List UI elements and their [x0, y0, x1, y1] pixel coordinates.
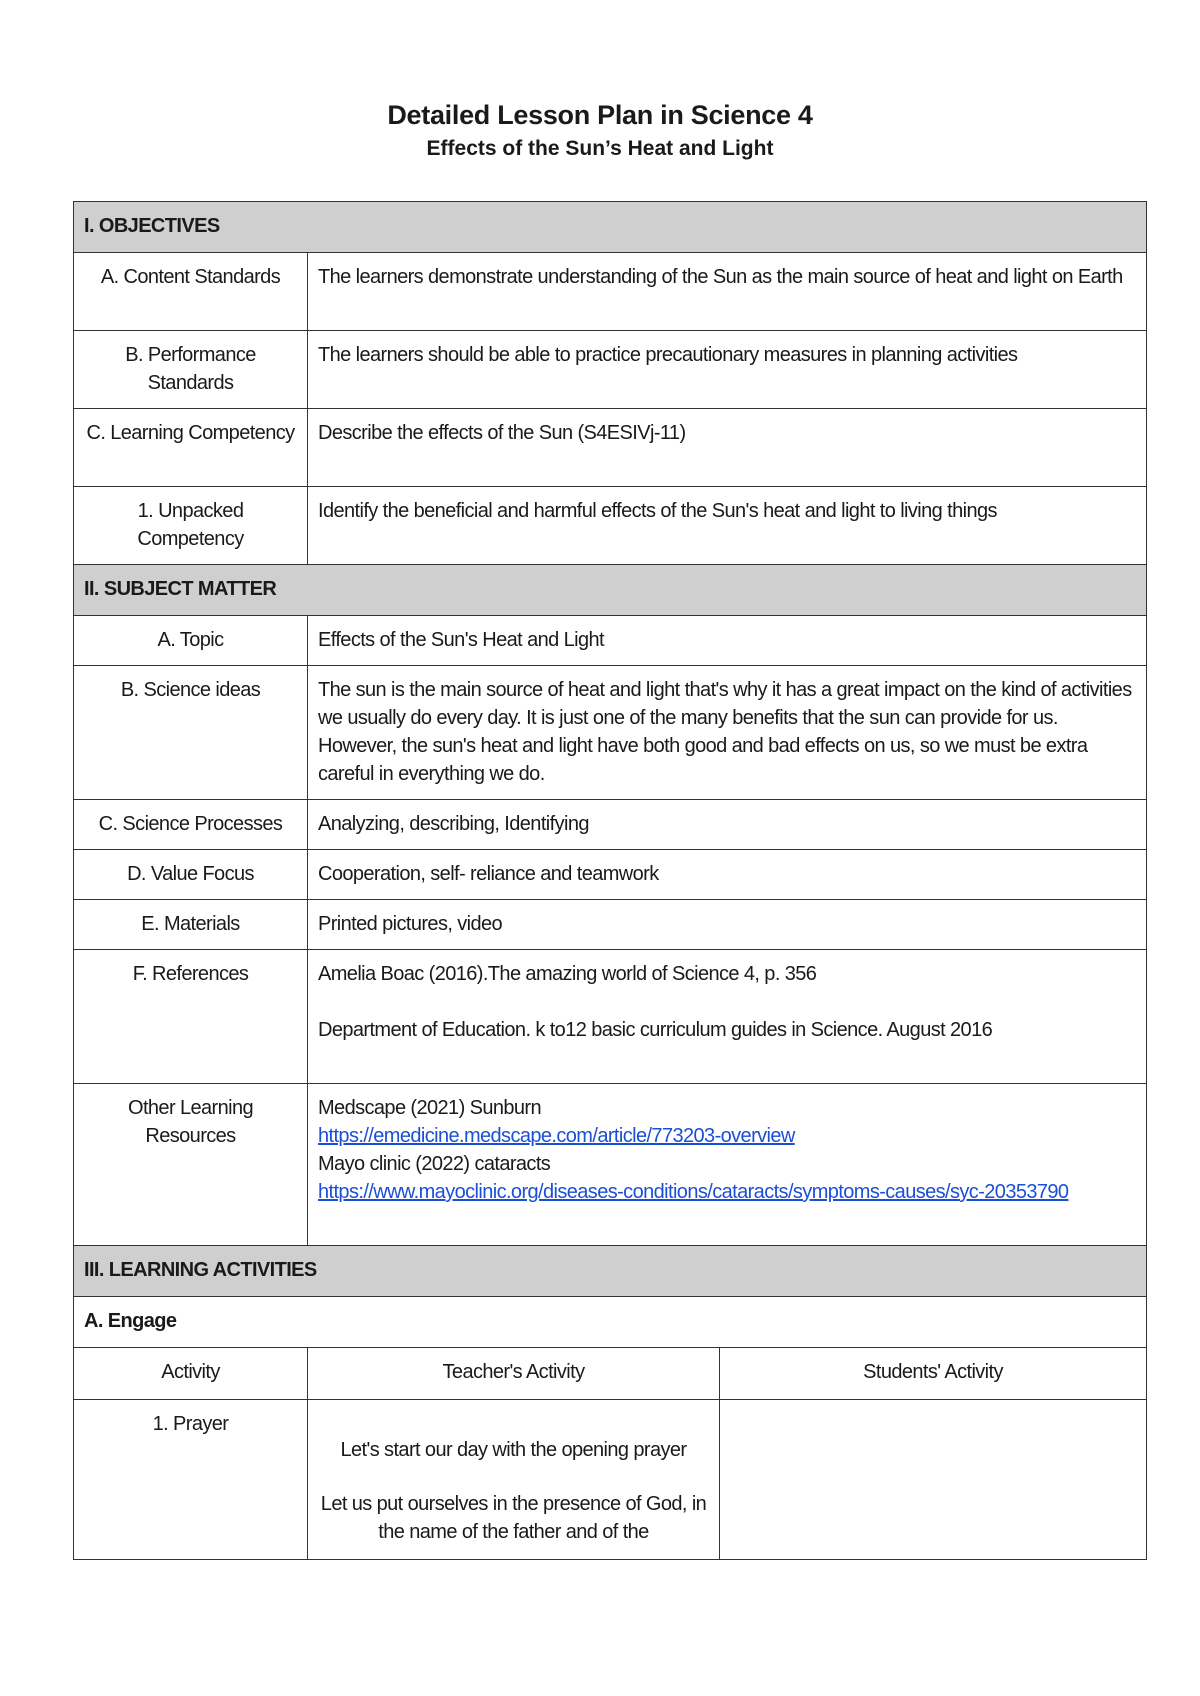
row-label: A. Content Standards	[74, 253, 308, 331]
table-row	[74, 800, 1147, 850]
references-cell	[308, 950, 1147, 1084]
row-value: The learners demonstrate understanding of the Sun as the main source of heat and light on Earth	[308, 253, 1147, 331]
section-header-subject-matter	[74, 565, 1147, 616]
table-row	[74, 409, 1147, 487]
activity-label: 1. Prayer	[74, 1400, 308, 1560]
table-row	[74, 331, 1147, 409]
row-label: B. Performance Standards	[74, 331, 308, 409]
title-block	[0, 100, 1200, 161]
lesson-plan-table	[73, 201, 1147, 1560]
table-row	[74, 487, 1147, 565]
reference-item: Department of Education. k to12 basic curriculum guides in Science. August 2016	[318, 1019, 993, 1041]
table-row	[74, 666, 1147, 800]
row-value: Analyzing, describing, Identifying	[308, 800, 1147, 850]
mayoclinic-link[interactable]: https://www.mayoclinic.org/diseases-conditions/cataracts/symptoms-causes/syc-20353790	[318, 1181, 1069, 1203]
row-value: Cooperation, self- reliance and teamwork	[308, 850, 1147, 900]
row-label: D. Value Focus	[74, 850, 308, 900]
row-label: B. Science ideas	[74, 666, 308, 800]
section-header-learning-activities	[74, 1246, 1147, 1297]
row-value: The sun is the main source of heat and light that's why it has a great impact on the kind of activities we usually do every day. It is just one of the many benefits that the sun can provide for us. However, the sun's heat and light have both good and bad effects on us, so we must be extra careful in everything we do.	[308, 666, 1147, 800]
section-header-objectives	[74, 202, 1147, 253]
row-label: A. Topic	[74, 616, 308, 666]
row-value: Printed pictures, video	[308, 900, 1147, 950]
row-label: C. Science Processes	[74, 800, 308, 850]
table-row	[74, 1400, 1147, 1560]
column-header-activity: Activity	[74, 1348, 308, 1400]
table-row	[74, 253, 1147, 331]
section-title: I. OBJECTIVES	[74, 202, 1147, 253]
row-label: E. Materials	[74, 900, 308, 950]
table-row	[74, 900, 1147, 950]
teacher-line: Let's start our day with the opening prayer	[340, 1439, 687, 1461]
section-title: III. LEARNING ACTIVITIES	[74, 1246, 1147, 1297]
teacher-activity-cell	[308, 1400, 720, 1560]
subsection-engage	[74, 1297, 1147, 1348]
row-label: F. References	[74, 950, 308, 1084]
table-row	[74, 950, 1147, 1084]
row-value: Effects of the Sun's Heat and Light	[308, 616, 1147, 666]
row-label: Other Learning Resources	[74, 1084, 308, 1246]
document-title: Detailed Lesson Plan in Science 4	[387, 100, 813, 130]
subsection-title: A. Engage	[74, 1297, 1147, 1348]
medscape-link[interactable]: https://emedicine.medscape.com/article/773203-overview	[318, 1125, 795, 1147]
column-header-teacher: Teacher's Activity	[308, 1348, 720, 1400]
column-header-students: Students' Activity	[720, 1348, 1147, 1400]
teacher-line: Let us put ourselves in the presence of God, in the name of the father and of the	[320, 1493, 707, 1543]
resource-title: Medscape (2021) Sunburn	[318, 1097, 542, 1119]
other-resources-cell	[308, 1084, 1147, 1246]
resource-title: Mayo clinic (2022) cataracts	[318, 1153, 551, 1175]
document-subtitle: Effects of the Sun’s Heat and Light	[426, 137, 774, 160]
row-value: Identify the beneficial and harmful effects of the Sun's heat and light to living things	[308, 487, 1147, 565]
reference-item: Amelia Boac (2016).The amazing world of Science 4, p. 356	[318, 963, 817, 985]
row-label: 1. Unpacked Competency	[74, 487, 308, 565]
row-value: Describe the effects of the Sun (S4ESIVj-11)	[308, 409, 1147, 487]
table-row	[74, 1084, 1147, 1246]
table-row	[74, 616, 1147, 666]
activity-column-headers	[74, 1348, 1147, 1400]
row-value: The learners should be able to practice precautionary measures in planning activities	[308, 331, 1147, 409]
table-row	[74, 850, 1147, 900]
students-activity-cell	[720, 1400, 1147, 1560]
row-label: C. Learning Competency	[74, 409, 308, 487]
section-title: II. SUBJECT MATTER	[74, 565, 1147, 616]
